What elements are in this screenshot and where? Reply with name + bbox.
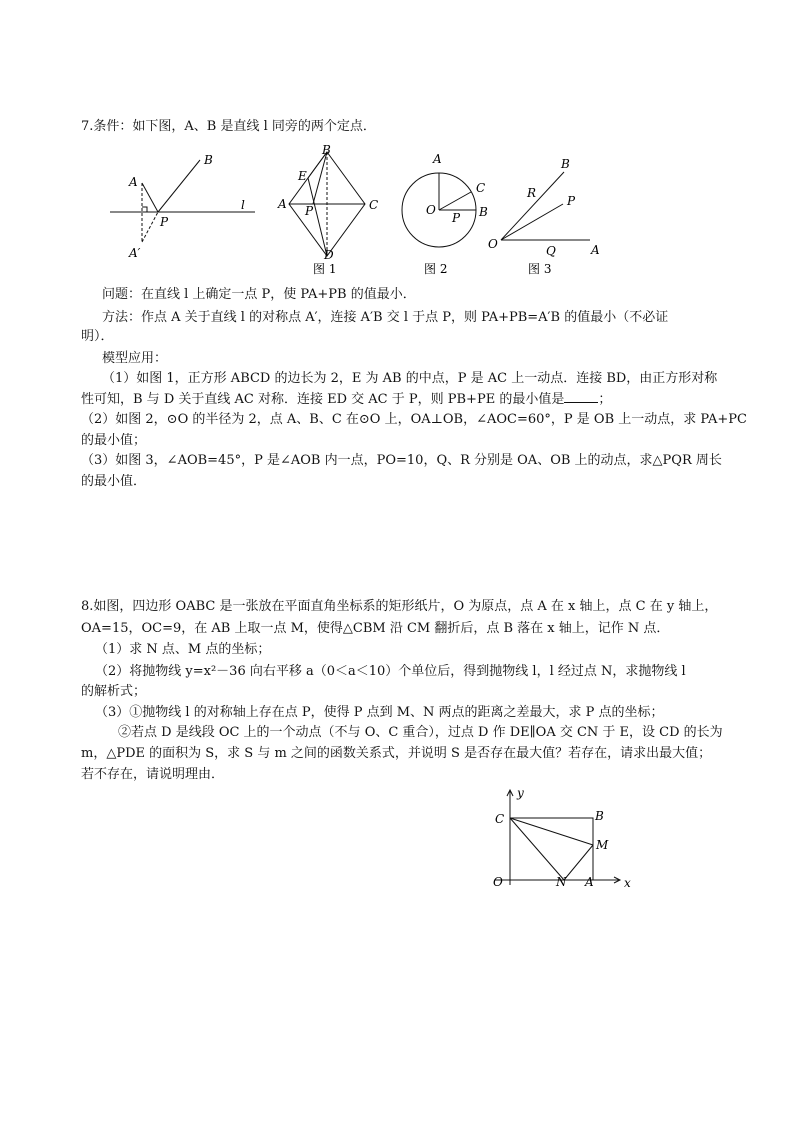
q8-line2: OA=15，OC=9，在 AB 上取一点 M，使得△CBM 沿 CM 翻折后，点 B 落在 x 轴上，记作 N 点．	[81, 621, 670, 636]
fig3-label-b: B	[561, 157, 570, 171]
fig3-caption: 图 3	[528, 262, 552, 276]
fig2-label-p: P	[452, 211, 461, 225]
q7-method-line1: 方法：作点 A 关于直线 l 的对称点 A′，连接 A′B 交 l 于点 P，则 PA+PB=A′B 的值最小（不必证	[102, 310, 669, 325]
fig0-label-a: A	[129, 175, 138, 189]
fig3-label-q: Q	[546, 244, 556, 258]
q7-part3-line1: （3）如图 3，∠AOB=45°，P 是∠AOB 内一点，PO=10，Q、R 分别是 OA、OB 上的动点，求△PQR 周长	[81, 453, 722, 468]
q8-line6: （3）①抛物线 l 的对称轴上存在点 P，使得 P 点到 M、N 两点的距离之差最大，求 P 点的坐标；	[95, 705, 664, 720]
fig3-label-r: R	[527, 186, 537, 200]
q7-part2-line2: 的最小值；	[81, 433, 147, 448]
fig1-label-a: A	[278, 197, 287, 211]
q8-label-m: M	[596, 838, 609, 852]
q8-label-x: x	[624, 876, 631, 890]
fig2-label-b: B	[479, 205, 488, 219]
fig2-label-a: A	[433, 152, 442, 166]
q7-figures	[0, 142, 794, 282]
fig3-label-p: P	[567, 194, 576, 208]
q8-label-b: B	[595, 809, 604, 823]
q7-part1-text: 性可知，B 与 D 关于直线 AC 对称．连接 ED 交 AC 于 P，则 PB+PE 的最小值是	[81, 392, 565, 407]
fig1-label-b: B	[322, 143, 331, 157]
q7-part1-line1: （1）如图 1，正方形 ABCD 的边长为 2，E 为 AB 的中点，P 是 AC 上一动点．连接 BD，由正方形对称	[102, 371, 718, 386]
fig2-circle	[402, 173, 476, 247]
q8-label-c: C	[495, 812, 505, 826]
fig3-angle	[501, 172, 590, 240]
q7-part3-line2: 的最小值．	[81, 474, 147, 489]
q7-problem: 问题：在直线 l 上确定一点 P，使 PA+PB 的值最小．	[102, 287, 416, 302]
fig0-label-a-prime: A′	[129, 246, 141, 260]
q7-header: 7.条件：如下图，A、B 是直线 l 同旁的两个定点．	[81, 119, 376, 134]
fig1-caption: 图 1	[313, 262, 337, 276]
fig0-label-l: l	[241, 198, 245, 212]
fig2-caption: 图 2	[424, 262, 448, 276]
fig0-label-p: P	[160, 215, 169, 229]
fig3-label-o: O	[488, 237, 498, 251]
fig1-square	[289, 152, 365, 256]
q8-label-y: y	[517, 786, 524, 800]
q8-label-o: O	[493, 875, 503, 889]
q8-line1: 8.如图，四边形 OABC 是一张放在平面直角坐标系的矩形纸片，O 为原点，点 A 在 x 轴上，点 C 在 y 轴上，	[81, 599, 718, 614]
q7-model-heading: 模型应用：	[102, 351, 168, 366]
q7-part2-line1: （2）如图 2，⊙O 的半径为 2，点 A、B、C 在⊙O 上，OA⊥OB，∠AOC=60°，P 是 OB 上一动点，求 PA+PC	[81, 412, 747, 427]
q8-line7: ②若点 D 是线段 OC 上的一个动点（不与 O、C 重合），过点 D 作 DE∥OA 交 CN 于 E，设 CD 的长为	[118, 725, 723, 740]
fig0-reflection-model	[110, 160, 255, 242]
answer-blank	[564, 390, 598, 403]
q7-method-line2: 明）．	[81, 329, 114, 344]
q8-line9: 若不存在，请说明理由．	[81, 767, 225, 782]
q8-figure	[0, 782, 794, 892]
q8-label-n: N	[556, 875, 567, 889]
fig2-label-o: O	[426, 203, 436, 217]
fig1-label-c: C	[369, 198, 379, 212]
fig2-label-c: C	[476, 181, 486, 195]
q7-part1-line2	[81, 390, 611, 409]
q8-label-a: A	[585, 875, 594, 889]
q8-line5: 的解析式；	[81, 684, 147, 699]
fig1-label-e: E	[298, 169, 307, 183]
fig1-label-d: D	[324, 248, 334, 262]
fig0-label-b: B	[204, 153, 213, 167]
q8-line4: （2）将抛物线 y=x²－36 向右平移 a（0＜a＜10）个单位后，得到抛物线 l，l 经过点 N，求抛物线 l	[95, 664, 686, 679]
q8-rectangle	[510, 818, 593, 880]
fig3-label-a: A	[591, 243, 600, 257]
q8-line3: （1）求 N 点、M 点的坐标；	[95, 642, 271, 657]
q7-part1-end: ；	[598, 392, 612, 407]
q8-line8: m，△PDE 的面积为 S，求 S 与 m 之间的函数关系式，并说明 S 是否存在最大值？若存在，请求出最大值；	[81, 746, 712, 761]
fig1-label-p: P	[305, 204, 314, 218]
